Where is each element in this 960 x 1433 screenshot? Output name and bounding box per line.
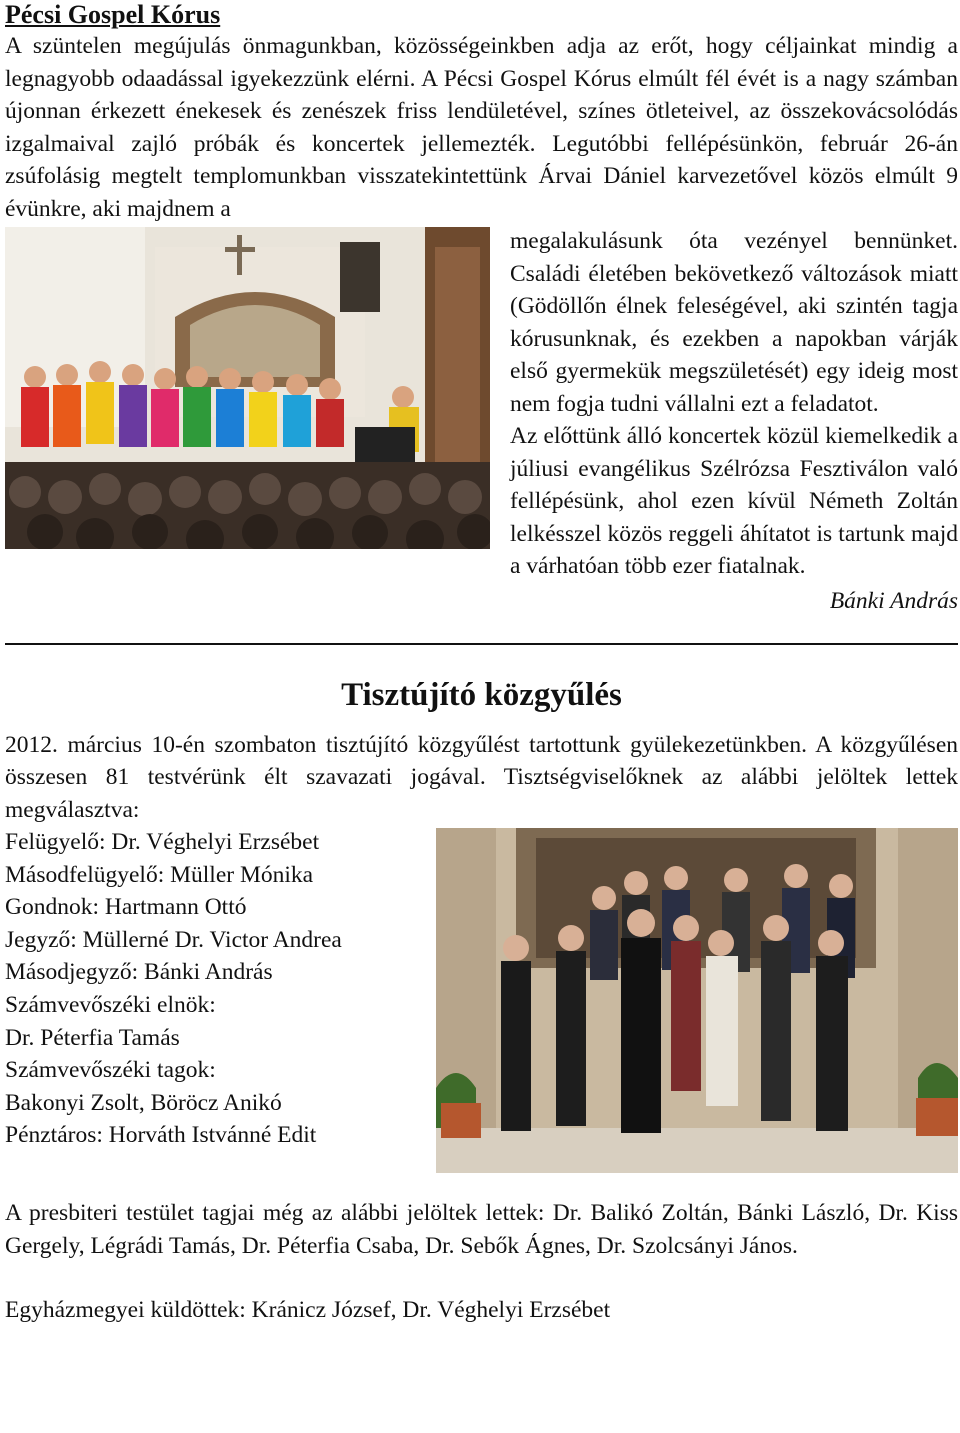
officer-line: Bakonyi Zsolt, Böröcz Anikó [5, 1089, 282, 1116]
choir-concert-photo [5, 227, 490, 549]
officer-line: Jegyző: Müllerné Dr. Victor Andrea [5, 926, 342, 953]
officer-line: Másodfelügyelő: Müller Mónika [5, 861, 314, 888]
article-continued-paragraph: megalakulásunk óta vezényel bennünket. Családi életében bekövetkező változások miatt (Gödöllőn élnek feleségével, aki szintén tagja kórusunknak, és ezekben a napokban várják első gyermekük megszületését) egy ideig most nem fogja tudni vállalni ezt a feladatot. [510, 228, 958, 417]
section-divider [5, 643, 958, 645]
officer-line: Dr. Péterfia Tamás [5, 1024, 180, 1051]
officer-line: Pénztáros: Horváth Istvánné Edit [5, 1122, 317, 1149]
elected-officers-group-photo [436, 828, 958, 1173]
article-title-assembly: Tisztújító közgyűlés [341, 676, 622, 713]
officer-line: Számvevőszéki tagok: [5, 1057, 216, 1084]
article-author: Bánki András [829, 587, 958, 614]
newsletter-page [5, 0, 958, 1327]
article-intro-paragraph: A szüntelen megújulás önmagunkban, közösségeinkben adja az erőt, hogy céljainkat mindig a legnagyobb odaadással igyekezzünk elérni. A Pécsi Gospel Kórus elmúlt fél évét is a nagy számban újonnan érkezett énekesek és zenészek friss lendületével, színes ötleteivel, az összekovácsolódás izgalmaival zajló próbák és koncertek jellemezték. Legutóbbi fellépésünkön, február 26-án zsúfolásig megtelt templomunkban visszatekintettünk Árvai Dániel karvezetővel közös elmúlt 9 évünkre, aki majdnem a [5, 33, 958, 222]
article-title-gospel-choir: Pécsi Gospel Kórus [5, 0, 221, 29]
assembly-intro-paragraph: 2012. március 10-én szombaton tisztújító közgyűlést tartottunk gyülekezetünkben. A közgyűlésen összesen 81 testvérünk élt szavazati jogával. Tisztségviselőknek az alábbi jelöltek lettek megválasztva: [5, 731, 958, 823]
presbyters-paragraph: A presbiteri testület tagjai még az alábbi jelöltek lettek: Dr. Balikó Zoltán, Bánki László, Dr. Kiss Gergely, Légrádi Tamás, Dr. Péterfia Csaba, Dr. Sebők Ágnes, Dr. Szolcsányi János. [5, 1200, 958, 1259]
officer-line: Másodjegyző: Bánki András [5, 959, 273, 986]
officer-line: Számvevőszéki elnök: [5, 991, 216, 1018]
officers-section [5, 826, 958, 1152]
article-second-paragraph: Az előttünk álló koncertek közül kiemelkedik a júliusi evangélikus Szélrózsa Fesztiválon való fellépésünk, ahol ezen kívül Németh Zoltán lelkésszel közös reggeli áhítatot is tartunk majd a várhatóan több ezer fiatalnak. [510, 423, 958, 579]
officer-line: Felügyelő: Dr. Véghelyi Erzsébet [5, 829, 320, 855]
delegates-paragraph: Egyházmegyei küldöttek: Kránicz József, Dr. Véghelyi Erzsébet [5, 1297, 611, 1323]
officer-line: Gondnok: Hartmann Ottó [5, 894, 247, 921]
